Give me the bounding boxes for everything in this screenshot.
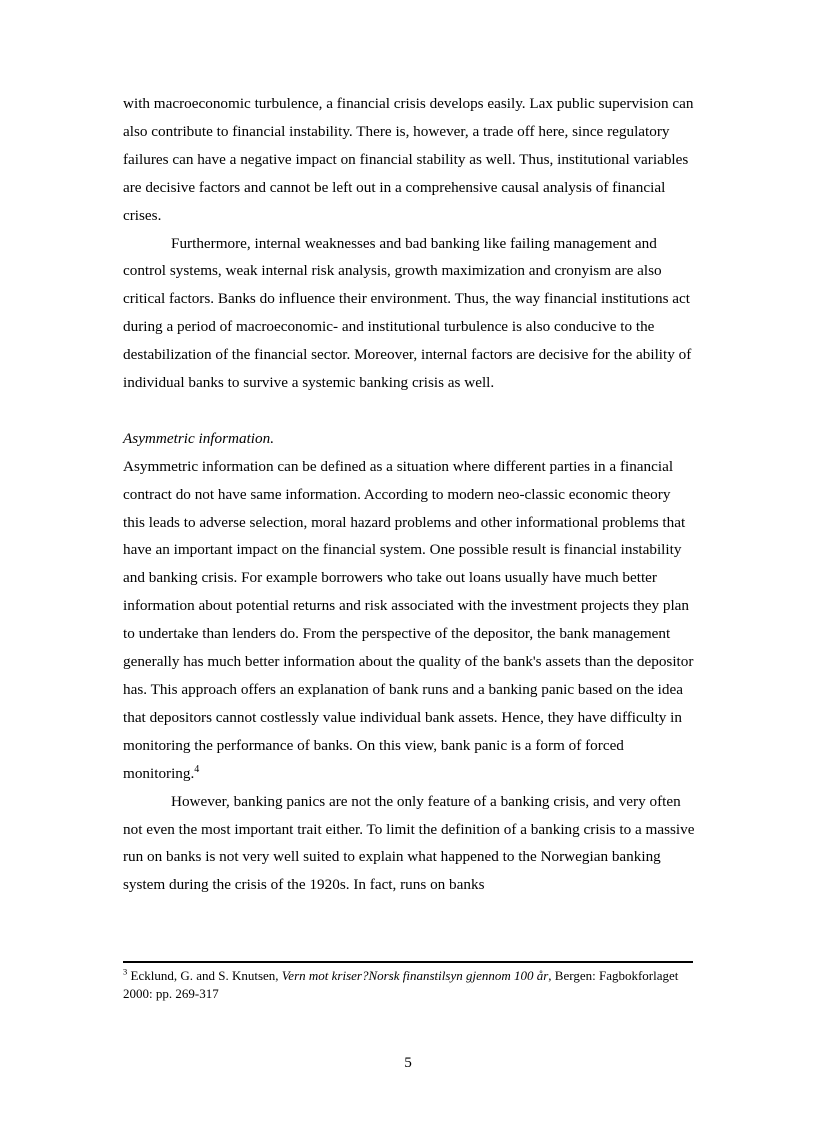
footnote-number: 3 [123,966,128,977]
paragraph-4: However, banking panics are not the only feature of a banking crisis, and very often not even the most important trait either. To limit the definition of a banking crisis to a massive run on banks is not very well suited to explain what happened to the Norwegian banking system during the crisis of the 1920s. In fact, runs on banks [123,792,695,894]
footnote-title: Vern mot kriser?Norsk finanstilsyn gjennom 100 år [281,968,549,983]
footnote-authors: Ecklund, G. and S. Knutsen, [127,968,282,983]
paragraph-3-text: Asymmetric information can be defined as a situation where different parties in a financial contract do not have same information. According to modern neo-classic economic theory this leads to adverse selection, moral hazard problems and other informational problems that have an important impact on the financial system. One possible result is financial instability and banking crisis. For example borrowers who take out loans usually have much better information about potential returns and risk associated with the investment projects they plan to undertake than lenders do. From the perspective of the depositor, the bank management generally has much better information about the quality of the bank's assets than the depositor has. This approach offers an explanation of bank runs and a banking panic based on the idea that depositors cannot costlessly value individual bank assets. Hence, they have difficulty in monitoring the performance of banks. On this view, bank panic is a form of forced monitoring. [123,457,694,782]
paragraph-1: with macroeconomic turbulence, a financial crisis develops easily. Lax public supervision can also contribute to financial instability. There is, however, a trade off here, since regulatory failures can have a negative impact on financial stability as well. Thus, institutional variables are decisive factors and cannot be left out in a comprehensive causal analysis of financial crises. [123,95,694,224]
paragraph-gap [123,397,695,425]
paragraph-3 [123,453,695,788]
footnote-ref-4: 4 [194,763,200,775]
footnote-divider [123,961,693,963]
page-body [123,90,695,899]
page-number: 5 [404,1054,412,1071]
paragraph-2: Furthermore, internal weaknesses and bad banking like failing management and control systems, weak internal risk analysis, growth maximization and cronyism are also critical factors. Banks do influence their environment. Thus, the way financial institutions act during a period of macroeconomic- and institutional turbulence is also conducive to the destabilization of the financial sector. Moreover, internal factors are decisive for the ability of individual banks to survive a systemic banking crisis as well. [123,234,692,392]
footnote-rest: , Bergen: Fagbokforlaget 2000: pp. 269-317 [123,968,679,1001]
section-heading: Asymmetric information. [123,429,275,447]
footnote [123,967,695,1002]
